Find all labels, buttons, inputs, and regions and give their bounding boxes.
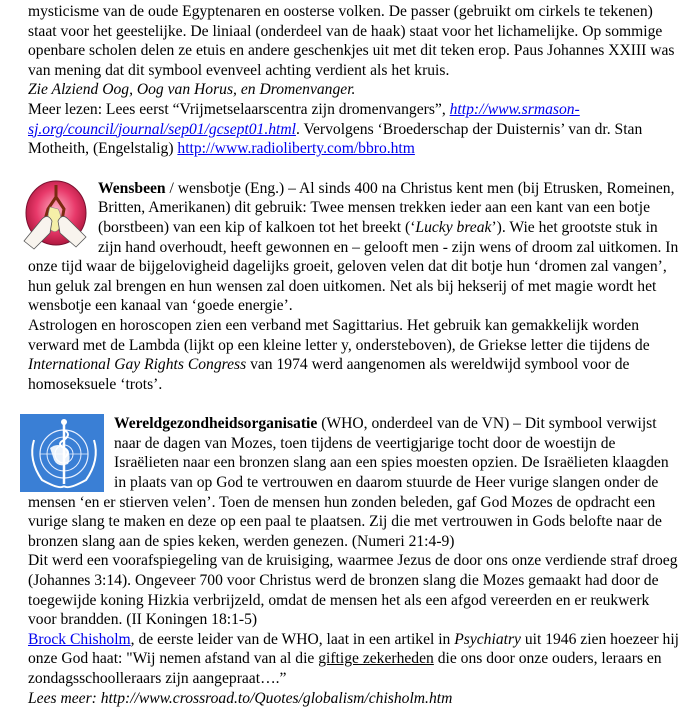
intro-paragraph: mysticisme van de oude Egyptenaren en oosterse volken. De passer (gebruikt om cirkels te tekenen) staat voor het geestelijke. De liniaal (onderdeel van de haak) staat voor het lichamelijke. Op sommige openbare scholen delen ze etuis en andere geschenkjes uit met dit teken erop. Paus Johannes XXIII was van mening dat dit symbool evenveel achting verdient als het kruis. xyxy=(28,3,675,79)
who-emblem-icon xyxy=(20,414,104,492)
congress-term: International Gay Rights Congress xyxy=(28,356,247,374)
who-section xyxy=(28,414,680,708)
see-also-line: Zie Alziend Oog, Oog van Horus, en Dromenvanger. xyxy=(28,81,356,99)
radioliberty-link[interactable]: http://www.radioliberty.com/bbro.htm xyxy=(177,140,415,158)
who-paragraph xyxy=(28,414,680,551)
who-text: (WHO, onderdeel van de VN) – Dit symbool verwijst naar de dagen van Mozes, toen tijdens de veertigjarige tocht door de woestijn de Israëlieten naar een bronzen slang aan een spies moesten opzien. De Israëlieten klaagden in plaats van op God te vertrouwen en daarom stuurde de Heer vurige slangen onder de mensen ‘en er stierven velen’. Toen de mensen hun zonden beleden, gaf God Mozes de opdracht een vurige slang te maken en deze op een paal te plaatsen. Zij die met vertrouwen in Gods belofte naar de bronzen slang aan de spies keken, werden genezen. (Numeri 21:4-9) xyxy=(28,415,669,550)
wensbeen-paragraph-2 xyxy=(28,316,680,394)
lucky-break-term: Lucky break xyxy=(415,218,492,236)
wensbeen-p2-text-2: van 1974 werd aangenomen als wereldwijd symbool voor de homoseksuele ‘trots’. xyxy=(28,356,630,393)
who-paragraph-3 xyxy=(28,630,680,689)
wensbeen-text-2: ’). Wie het grootste stuk in zijn hand overhoudt, heeft gewonnen en – gelooft men - zijn wens of droom zal uitkomen. In onze tijd waar de bijgelovigheid dagelijks groeit, geloven velen dat dit botje hun ‘dromen zal vangen’, hun geluk zal brengen en hun wensen zal doen uitkomen. Net als bij hekserij of met magie wordt het wensbotje een kanaal van ‘goede energie’. xyxy=(28,218,679,315)
who-p3-text-1: , de eerste leider van de WHO, laat in een artikel in xyxy=(130,630,455,648)
read-more-mid: . Vervolgens ‘Broederschap der Duisternis’ van dr. Stan Motheith, (Engelstalig) xyxy=(28,120,643,158)
spacer xyxy=(28,159,680,179)
who-p3-text-3: die ons door onze ouders, leraars en zondagsschoolleraars zijn aangepraat….” xyxy=(28,650,662,687)
spacer xyxy=(28,394,680,414)
wishbone-hands-icon xyxy=(20,179,88,251)
srmason-link[interactable]: http://www.srmason-sj.org/council/journal/sep01/gcsept01.html xyxy=(28,100,580,138)
who-title: Wereldgezondheidsorganisatie xyxy=(114,415,318,433)
read-more-paragraph xyxy=(28,100,680,159)
wensbeen-section xyxy=(28,179,680,395)
brock-chisholm-link[interactable]: Brock Chisholm xyxy=(28,630,131,648)
who-read-more: Lees meer: http://www.crossroad.to/Quotes/globalism/chisholm.htm xyxy=(28,689,453,707)
who-paragraph-2: Dit werd een voorafspiegeling van de kruisiging, waarmee Jezus de door ons onze verdiende straf droeg (Johannes 3:14). Ongeveer 700 voor Christus werd de bronzen slang die Mozes gemaakt had door de toegewijde koning Hizkia verbrijzeld, omdat de mensen het als een afgod vereerden en er reukwerk voor brandden. (II Koningen 18:1-5) xyxy=(28,552,678,629)
giftige-zekerheden-text: giftige zekerheden xyxy=(318,650,434,668)
document-page xyxy=(28,2,680,708)
psychiatry-title: Psychiatry xyxy=(454,630,521,648)
wensbeen-title: Wensbeen xyxy=(98,179,166,197)
wensbeen-paragraph xyxy=(28,179,680,316)
wensbeen-text-1: / wensbotje (Eng.) – Al sinds 400 na Christus kent men (bij Etrusken, Romeinen, Britten, Amerikanen) dit gebruik: Twee mensen trekken ieder aan een kant van een botje (borstbeen) van een kip of kalkoen tot het breekt (‘ xyxy=(98,179,675,236)
read-more-prefix: Meer lezen: Lees eerst “Vrijmetselaarscentra zijn dromenvangers”, xyxy=(28,100,450,118)
who-p3-text-2: uit 1946 zien hoezeer hij onze God haat: "Wij nemen afstand van al die xyxy=(28,630,679,668)
wensbeen-p2-text-1: Astrologen en horoscopen zien een verband met Sagittarius. Het gebruik kan gemakkelijk worden verward met de Lambda (lijkt op een kleine letter y, ondersteboven), de Griekse letter die tijdens de xyxy=(28,316,650,354)
